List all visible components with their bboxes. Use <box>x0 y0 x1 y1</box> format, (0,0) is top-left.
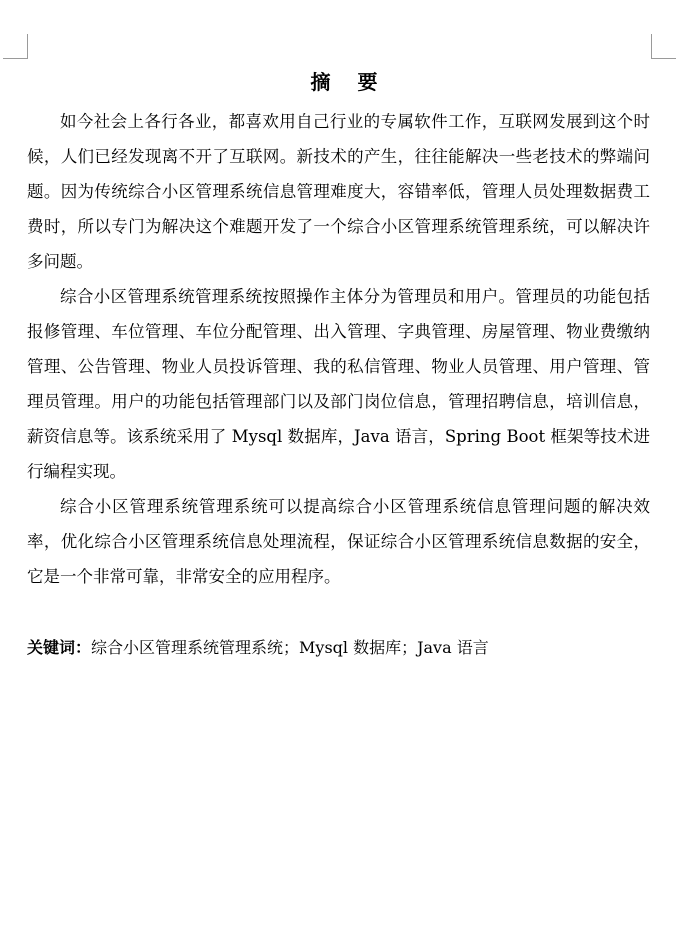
keywords-line <box>27 630 650 665</box>
crop-mark-top-left <box>3 34 28 59</box>
abstract-paragraph-3: 综合小区管理系统管理系统可以提高综合小区管理系统信息管理问题的解决效率，优化综合小区管理系统信息处理流程，保证综合小区管理系统信息数据的安全，它是一个非常可靠，非常安全的应用程序。 <box>27 497 650 586</box>
keywords-label: 关键词： <box>27 638 92 657</box>
crop-mark-top-right <box>651 34 676 59</box>
abstract-body <box>27 104 650 594</box>
keywords-text: 综合小区管理系统管理系统；Mysql 数据库；Java 语言 <box>91 638 489 657</box>
abstract-paragraph-1: 如今社会上各行各业，都喜欢用自己行业的专属软件工作，互联网发展到这个时候，人们已经发现离不开了互联网。新技术的产生，往往能解决一些老技术的弊端问题。因为传统综合小区管理系统信息管理难度大，容错率低，管理人员处理数据费工费时，所以专门为解决这个难题开发了一个综合小区管理系统管理系统，可以解决许多问题。 <box>27 112 650 271</box>
abstract-title: 摘 要 <box>310 70 388 94</box>
abstract-paragraph-2: 综合小区管理系统管理系统按照操作主体分为管理员和用户。管理员的功能包括报修管理、车位管理、车位分配管理、出入管理、字典管理、房屋管理、物业费缴纳管理、公告管理、物业人员投诉管理、我的私信管理、物业人员管理、用户管理、管理员管理。用户的功能包括管理部门以及部门岗位信息，管理招聘信息，培训信息，薪资信息等。该系统采用了 Mysql 数据库，Java 语言，Spring Boot 框架等技术进行编程实现。 <box>27 287 650 481</box>
